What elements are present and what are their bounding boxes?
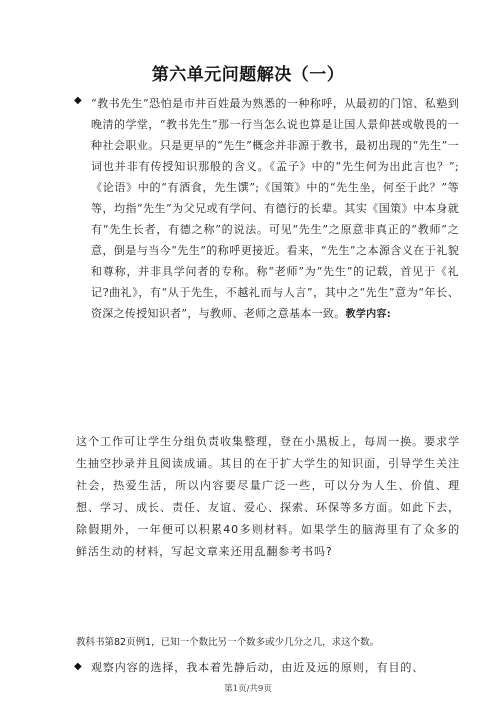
page-footer: 第1页/共9页 — [224, 684, 272, 694]
paragraph-1-text: “教书先生”恐怕是市井百姓最为熟悉的一种称呼，从最初的门馆、私塾到晚清的学堂，“教书先生”那一行当怎么说也算是让国人景仰甚或敬畏的一种社会职业。只是更早的“先生”概念并非源于教书，最初出现的“先生”一词也并非有传授知识那般的含义。《孟子》中的“先生何为出此言也？”;《论语》中的“有酒食，先生馔”;《国策》中的“先生坐，何至于此？”等等，均指“先生”为父兄或有学问、有德行的长辈。其实《国策》中本身就有“先生长者，有德之称”的说法。可见“先生”之原意非真正的“教师”之意，倒是与当今“先生”的称呼更接近。看来，“先生”之本源含义在于礼貌和尊称，并非具学问者的专称。称“老师”为“先生”的记载，首见于《礼记?曲礼》，有“从于先生，不越礼而与人言”，其中之“先生”意为“年长、资深之传授知识者”，与教师、老师之意基本一致。 — [91, 97, 459, 320]
textbook-reference: 教科书第82页例1，已知一个数比另一个数多或少几分之几，求这个数。 — [76, 637, 380, 648]
teaching-content-label: 教学内容: — [345, 309, 392, 320]
paragraph-1 — [91, 93, 459, 325]
paragraph-2: 这个工作可让学生分组负责收集整理，登在小黑板上，每周一换。要求学生抽空抄录并且阅读成诵。其目的在于扩大学生的知识面，引导学生关注社会，热爱生活，所以内容要尽量广泛一些，可以分为人生、价值、理想、学习、成长、责任、友谊、爱心、探索、环保等多方面。如此下去，除假期外，一年便可以积累40多则材料。如果学生的脑海里有了众多的鲜活生动的材料，写起文章来还用乱翻参考书吗? — [76, 435, 460, 558]
bullet-item-2 — [74, 659, 463, 677]
paragraph-3: 观察内容的选择，我本着先静后动，由近及远的原则，有目的、 — [91, 661, 425, 674]
bullet-item-1 — [74, 93, 459, 325]
page-title: 第六单元问题解决（一） — [151, 65, 345, 85]
diamond-bullet-icon: ◆ — [74, 661, 82, 672]
diamond-bullet-icon: ◆ — [74, 95, 82, 106]
